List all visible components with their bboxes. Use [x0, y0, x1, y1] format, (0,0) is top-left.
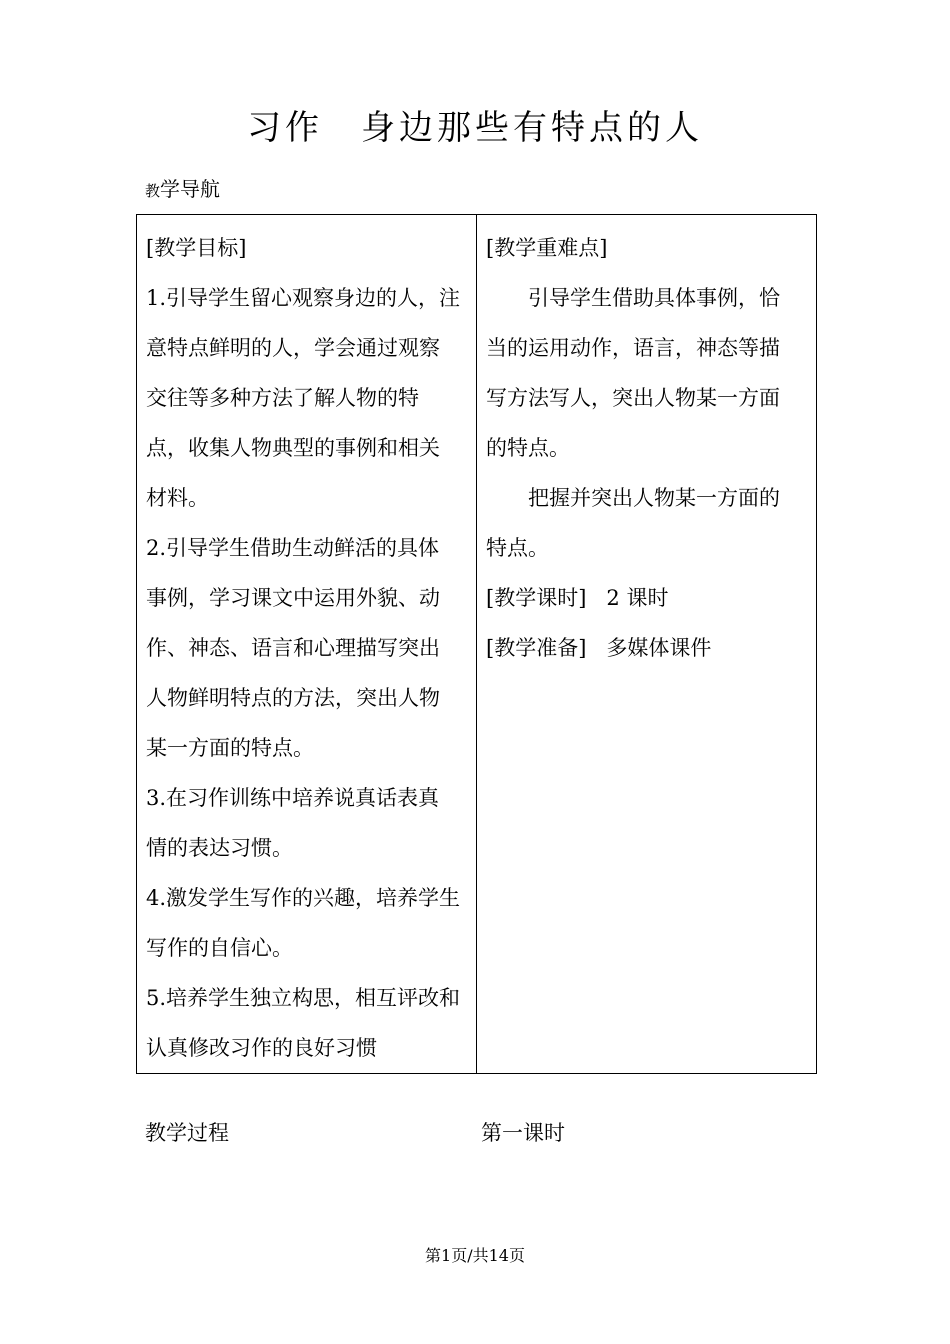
key-point-line: 写方法写人，突出人物某一方面 — [486, 386, 780, 410]
lesson-label: 第一课时 — [481, 1121, 565, 1145]
teaching-prep-label: [教学准备] — [486, 636, 587, 660]
goal-line: 意特点鲜明的人，学会通过观察 — [146, 336, 440, 360]
teaching-hours-label: [教学课时] — [486, 586, 587, 610]
goal-line: 某一方面的特点。 — [146, 736, 314, 760]
teaching-hours-row — [486, 573, 808, 623]
goal-line: 作、神态、语言和心理描写突出 — [146, 636, 440, 660]
teaching-hours-value: 2 课时 — [606, 586, 669, 610]
goal-line: 3.在习作训练中培养说真话表真 — [146, 786, 440, 810]
goal-line: 交往等多种方法了解人物的特 — [146, 386, 419, 410]
goal-line: 写作的自信心。 — [146, 936, 293, 960]
goal-line: 点，收集人物典型的事例和相关 — [146, 436, 440, 460]
teaching-prep-value: 多媒体课件 — [606, 636, 712, 660]
key-point-line: 当的运用动作，语言，神态等描 — [486, 336, 780, 360]
key-point-line: 特点。 — [486, 536, 549, 560]
document-title: 习作 身边那些有特点的人 — [247, 108, 703, 148]
teaching-goals-cell — [137, 215, 477, 1074]
goal-line: 1.引导学生留心观察身边的人，注 — [146, 286, 461, 310]
goal-line: 2.引导学生借助生动鲜活的具体 — [146, 536, 440, 560]
goal-line: 事例，学习课文中运用外貌、动 — [146, 586, 440, 610]
nav-label-prefix: 教 — [145, 182, 161, 200]
goal-line: 4.激发学生写作的兴趣，培养学生 — [146, 886, 461, 910]
page-number: 第1页/共14页 — [425, 1246, 525, 1265]
teaching-info-table — [136, 214, 817, 1074]
goal-line: 5.培养学生独立构思，相互评改和 — [146, 986, 461, 1010]
key-points-cell — [477, 215, 817, 1074]
teaching-nav-label — [145, 173, 220, 202]
teaching-process-label: 教学过程 — [145, 1121, 229, 1145]
nav-label-rest: 学导航 — [160, 177, 221, 201]
goal-line: 认真修改习作的良好习惯 — [146, 1036, 377, 1060]
goal-line: 情的表达习惯。 — [146, 836, 293, 860]
goal-line: 人物鲜明特点的方法，突出人物 — [146, 686, 440, 710]
goal-line: 材料。 — [146, 486, 209, 510]
key-point-line: 的特点。 — [486, 436, 570, 460]
teaching-goals-heading: [教学目标] — [146, 236, 247, 260]
key-point-line: 把握并突出人物某一方面的 — [528, 486, 780, 510]
key-point-line: 引导学生借助具体事例，恰 — [528, 286, 780, 310]
teaching-prep-row — [486, 623, 808, 673]
key-points-heading: [教学重难点] — [486, 236, 608, 260]
